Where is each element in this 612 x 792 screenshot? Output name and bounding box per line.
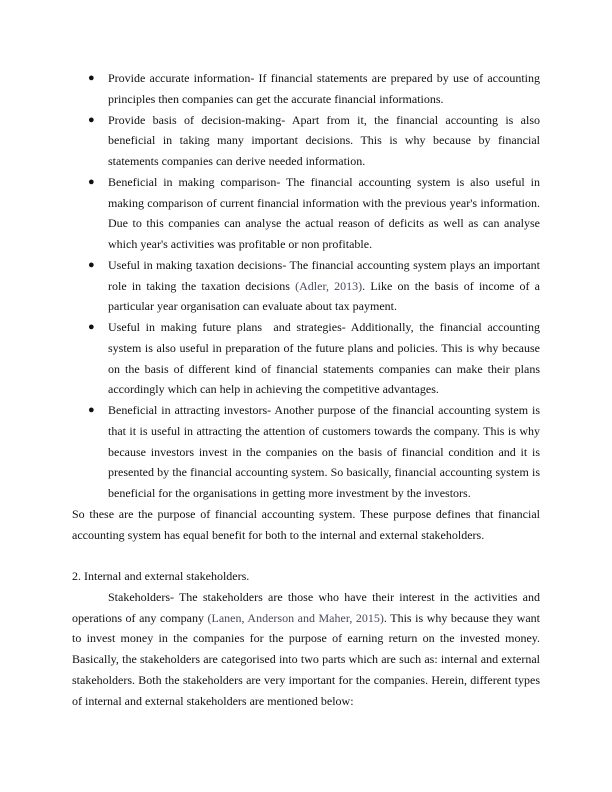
bullet-item	[72, 255, 540, 317]
citation: (Adler, 2013)	[295, 278, 363, 293]
bullet-item	[72, 172, 540, 255]
bullet-text: Provide basis of decision-making- Apart from it, the financial accounting is also beneficial in taking many important decisions. This is why because by financial statements companies can derive needed information.	[108, 112, 540, 168]
bullet-item	[72, 400, 540, 504]
summary-paragraph: So these are the purpose of financial accounting system. These purpose defines that financial accounting system has equal benefit for both to the internal and external stakeholders.	[72, 506, 540, 542]
bullet-icon: ●	[88, 258, 95, 271]
citation: (Lanen, Anderson and Maher, 2015)	[207, 610, 384, 625]
bullet-text: Provide accurate information- If financial statements are prepared by use of accounting principles then companies can get the accurate financial informations.	[108, 71, 540, 106]
bullet-item	[72, 317, 543, 400]
section-heading: 2. Internal and external stakeholders.	[72, 569, 250, 583]
bullet-icon: ●	[88, 321, 95, 333]
bullet-icon: ●	[88, 72, 95, 84]
bullet-item	[72, 68, 540, 110]
purpose-bullet-list	[72, 68, 543, 504]
bullet-icon: ●	[88, 113, 95, 126]
bullet-icon: ●	[88, 175, 95, 188]
paragraph-text: . This is why because they want to invest money in the companies for the purpose of earning return on the invested money. Basically, the stakeholders are categorised into two parts which are such as: internal and external stakeholders. Both the stakeholders are very important for the companies. Herein, different types of internal and external stakeholders are mentioned below:	[72, 610, 541, 708]
bullet-text: Beneficial in attracting investors- Another purpose of the financial accounting system is that it is useful in attracting the attention of customers towards the company. This is why because investors invest in the companies on the basis of financial condition and it is presented by the financial accounting system. So basically, financial accounting system is beneficial for the organisations in getting more investment by the investors.	[108, 403, 540, 500]
stakeholders-paragraph	[72, 587, 540, 712]
bullet-text: . Like on the basis of income of a particular year organisation can evaluate about tax payment.	[108, 278, 540, 314]
paragraph-text: Stakeholders- The stakeholders are those who have their interest in the activities and operations of any company	[72, 589, 540, 625]
bullet-text: Useful in making taxation decisions- The financial accounting system plays an important role in taking the taxation decisions	[108, 257, 540, 293]
document-page	[72, 68, 543, 711]
bullet-text: Useful in making future plans and strategies- Additionally, the financial accounting system is also useful in preparation of the future plans and policies. This is why because on the basis of different kind of financial statements companies can make their plans accordingly which can help in achieving the competitive advantages.	[108, 320, 543, 397]
bullet-text: Beneficial in making comparison- The financial accounting system is also useful in making comparison of current financial information with the previous year's information. Due to this companies can analyse the actual reason of deficits as well as can analyse which year's activities was profitable or non profitable.	[108, 174, 540, 251]
bullet-icon: ●	[88, 404, 95, 416]
bullet-item	[72, 110, 540, 172]
